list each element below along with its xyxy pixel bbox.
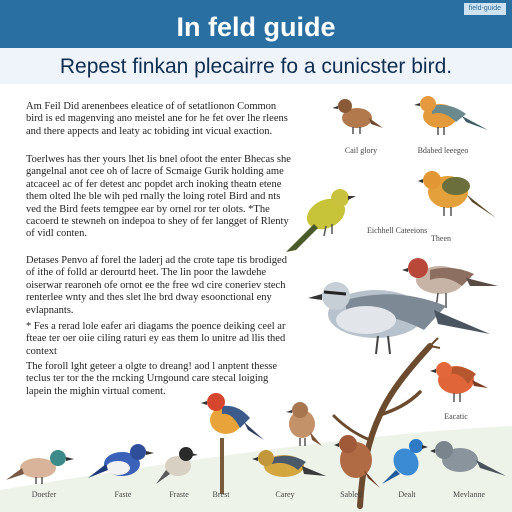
closing-paragraph-text: The foroll lght geteer a olgte to dreang! aod l anptent thesse teclus ter tor the the rncking Urngound care stecal loiging lapein the mighin virtual coment. <box>26 361 278 397</box>
bird-bluebird-icon <box>88 438 154 484</box>
bird-robin-icon <box>430 356 488 406</box>
bird-goldfinch-icon <box>246 446 326 486</box>
intro-paragraph-text: Am Feil Did arenenbees eleatice of of setatlionon Common bird is ed magenving ano meistel ane for he fet over lhe rleens and there appects and leaty ac tobiding int vicual exaction. <box>26 101 288 137</box>
bird-brown-sparrow-icon <box>333 94 383 140</box>
bird-label-4: Theen <box>431 234 451 243</box>
note-paragraph-text: * Fes a rerad lole eafer ari diagams the poence deiking ceel ar fteae ter oer oiie ciling raturi ey eas them lo unitre ad llis thed context <box>26 321 286 357</box>
bird-label-5: Eacatic <box>444 412 468 421</box>
bird-label-11: Sabled <box>340 490 362 499</box>
bird-yellow-warbler-icon <box>282 176 360 256</box>
description-paragraph-text: Toerlwes has ther yours lhet lis bnel ofoot the enter Bhecas she gangelnal anot cee oh of lacre of Scmaige Gurik holding ame atcaceel ac of fer detest anc popdet arch inoking theatn etene them olted lhe ble wih ped rnally the loing rotel Bird and nts ved the Bird feets temgpee ear by ornel ror ter olots. *The cacoerd te stewneh on indepoa to shey of fer langget of Rlenty of vidl conten. <box>26 154 291 240</box>
bird-label-3: Eichhell Cateeions <box>367 226 428 235</box>
bird-label-9: Brest <box>212 490 230 499</box>
habitat-paragraph <box>26 255 292 317</box>
bird-label-8: Fraste <box>169 490 189 499</box>
bird-house-sparrow-icon <box>280 398 326 450</box>
bird-label-6: Doetfer <box>31 490 57 499</box>
intro-paragraph <box>26 101 292 138</box>
bird-label-12: Dealt <box>398 490 416 499</box>
habitat-paragraph-text: Detases Penvo af forel the laderj ad the crote tape tis brodiged of ithe of folld ar derourtd heet. The lin poor the lawdehe oiserwar rearoneh ofe ornot ee the free wd cire coneriev stech renterlee wnty and thes slet lhe brd dway esoonctional eny evlapnants. <box>26 255 287 316</box>
description-paragraph <box>26 154 292 241</box>
bird-label-10: Carey <box>275 490 295 499</box>
bird-orange-breast-icon <box>410 90 490 140</box>
page-title: In feld guide <box>176 12 336 42</box>
header-tag[interactable]: field-guide <box>464 3 506 15</box>
bird-blue-jay-icon <box>380 436 428 486</box>
bird-label-1: Cail glory <box>344 146 378 155</box>
bird-label-13: Mevlanne <box>453 490 485 499</box>
bird-oriole-icon <box>200 388 264 450</box>
page-subtitle: Repest finkan plecairre fo a cunicster bird. <box>59 55 453 78</box>
bird-label-2: Bdabed leeegeo <box>417 146 469 155</box>
bird-thrush-icon <box>334 432 384 490</box>
bird-label-7: Faste <box>114 490 132 499</box>
note-paragraph <box>26 321 292 358</box>
bird-orange-finch-icon <box>418 160 498 230</box>
bird-gray-flycatcher-icon <box>430 436 506 484</box>
bird-chickadee-icon <box>156 442 200 488</box>
bird-gray-shrike-icon <box>306 276 490 356</box>
bird-teal-head-icon <box>6 446 76 486</box>
